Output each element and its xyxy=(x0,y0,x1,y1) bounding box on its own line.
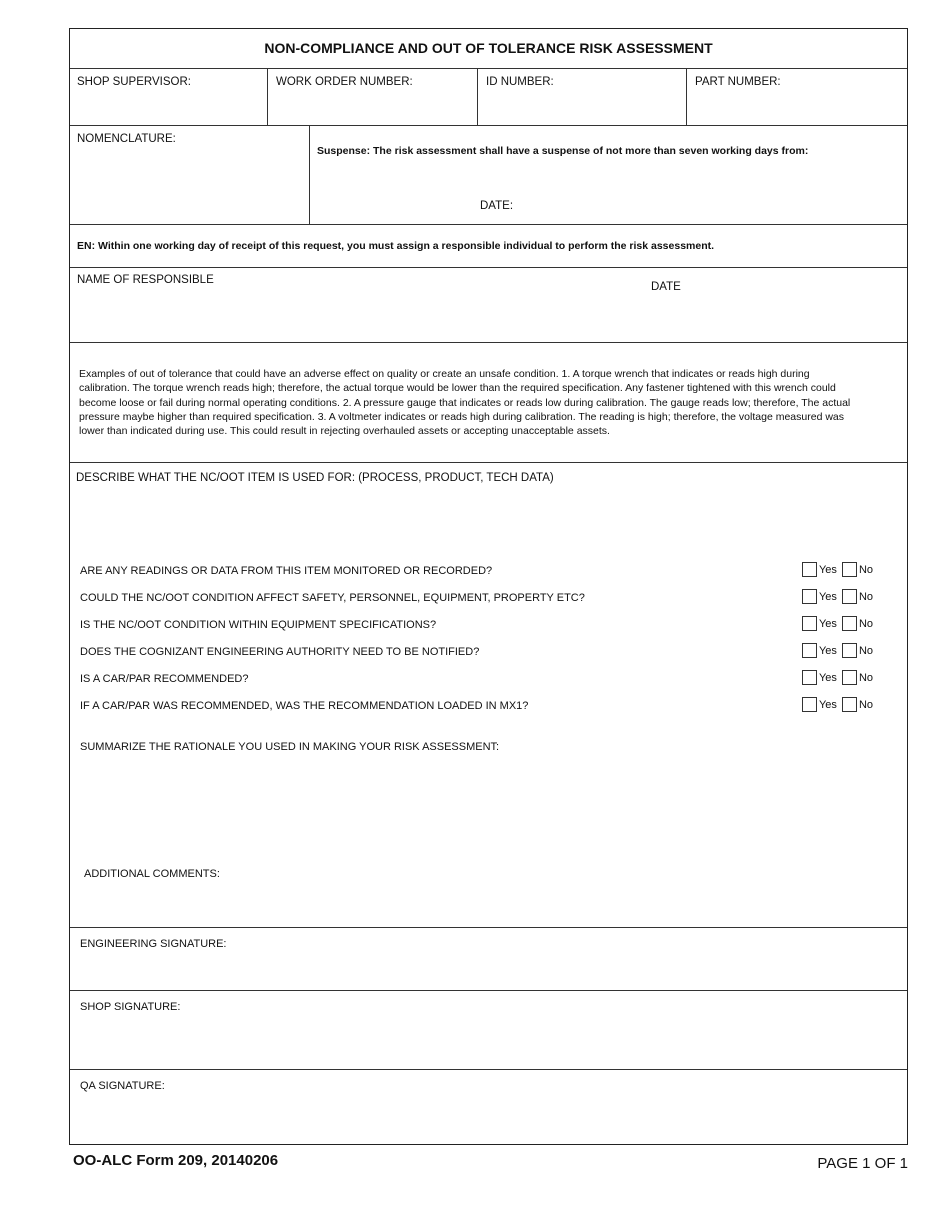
yes-no-within-specifications xyxy=(802,616,878,631)
en-notice: EN: Within one working day of receipt of this request, you must assign a responsible individual to perform the risk assessment. xyxy=(77,240,715,252)
suspense-date-field[interactable]: DATE: xyxy=(480,200,514,212)
divider xyxy=(267,68,268,125)
qa-signature-field[interactable]: QA SIGNATURE: xyxy=(80,1080,165,1092)
divider xyxy=(686,68,687,125)
question-loaded-in-mx1: IF A CAR/PAR WAS RECOMMENDED, WAS THE RECOMMENDATION LOADED IN MX1? xyxy=(80,700,529,712)
yes-label: Yes xyxy=(818,563,837,576)
no-checkbox[interactable] xyxy=(842,697,857,712)
responsible-date-field[interactable]: DATE xyxy=(651,281,681,293)
divider xyxy=(70,927,907,928)
yes-no-readings-recorded xyxy=(802,562,878,577)
yes-no-affect-safety xyxy=(802,589,878,604)
suspense-text: Suspense: The risk assessment shall have a suspense of not more than seven working days from: xyxy=(317,145,809,157)
yes-checkbox[interactable] xyxy=(802,697,817,712)
no-checkbox[interactable] xyxy=(842,670,857,685)
question-affect-safety: COULD THE NC/OOT CONDITION AFFECT SAFETY, PERSONNEL, EQUIPMENT, PROPERTY ETC? xyxy=(80,592,585,604)
question-within-specifications: IS THE NC/OOT CONDITION WITHIN EQUIPMENT SPECIFICATIONS? xyxy=(80,619,437,631)
yes-checkbox[interactable] xyxy=(802,589,817,604)
divider xyxy=(477,68,478,125)
yes-no-loaded-in-mx1 xyxy=(802,697,878,712)
describe-usage-field[interactable]: DESCRIBE WHAT THE NC/OOT ITEM IS USED FOR: (PROCESS, PRODUCT, TECH DATA) xyxy=(76,472,554,484)
no-checkbox[interactable] xyxy=(842,616,857,631)
no-label: No xyxy=(858,644,873,657)
shop-supervisor-field[interactable]: SHOP SUPERVISOR: xyxy=(77,76,191,88)
divider xyxy=(70,267,907,268)
question-readings-recorded: ARE ANY READINGS OR DATA FROM THIS ITEM MONITORED OR RECORDED? xyxy=(80,565,493,577)
yes-label: Yes xyxy=(818,617,837,630)
page-number: PAGE 1 OF 1 xyxy=(817,1155,908,1172)
additional-comments-field[interactable]: ADDITIONAL COMMENTS: xyxy=(84,868,220,880)
no-label: No xyxy=(858,563,873,576)
yes-label: Yes xyxy=(818,698,837,711)
no-checkbox[interactable] xyxy=(842,589,857,604)
part-number-field[interactable]: PART NUMBER: xyxy=(695,76,781,88)
no-checkbox[interactable] xyxy=(842,643,857,658)
divider xyxy=(70,462,907,463)
divider xyxy=(70,224,907,225)
name-of-responsible-field[interactable]: NAME OF RESPONSIBLE xyxy=(77,274,214,286)
yes-checkbox[interactable] xyxy=(802,643,817,658)
work-order-number-field[interactable]: WORK ORDER NUMBER: xyxy=(276,76,413,88)
risk-assessment-form xyxy=(69,28,908,1145)
yes-checkbox[interactable] xyxy=(802,562,817,577)
summarize-rationale-field[interactable]: SUMMARIZE THE RATIONALE YOU USED IN MAKING YOUR RISK ASSESSMENT: xyxy=(80,741,500,753)
question-engineering-notified: DOES THE COGNIZANT ENGINEERING AUTHORITY NEED TO BE NOTIFIED? xyxy=(80,646,480,658)
no-label: No xyxy=(858,671,873,684)
examples-paragraph: Examples of out of tolerance that could have an adverse effect on quality or create an unsafe condition. 1. A torque wrench that indicates or reads high during calibration. The torque wrench reads high; therefore, the actual torque would be lower than the required specification. Any fastener tightened with this wrench could become loose or fail during normal operating conditions. 2. A pressure gauge that indicates or reads low during calibration. The gauge reads low; therefore, The actual pressure maybe higher than required specification. 3. A voltmeter indicates or reads high during calibration. The reading is high; therefore, the voltage measured was lower than indicated during use. This could result in rejecting overhauled assets or accepting unacceptable assets. xyxy=(79,368,851,438)
divider xyxy=(70,125,907,126)
yes-no-car-par-recommended xyxy=(802,670,878,685)
yes-label: Yes xyxy=(818,671,837,684)
divider xyxy=(70,990,907,991)
no-label: No xyxy=(858,617,873,630)
form-identifier: OO-ALC Form 209, 20140206 xyxy=(73,1152,279,1169)
yes-checkbox[interactable] xyxy=(802,616,817,631)
divider xyxy=(309,125,310,224)
no-label: No xyxy=(858,698,873,711)
no-label: No xyxy=(858,590,873,603)
shop-signature-field[interactable]: SHOP SIGNATURE: xyxy=(80,1001,181,1013)
form-title: NON-COMPLIANCE AND OUT OF TOLERANCE RISK ASSESSMENT xyxy=(264,40,713,56)
divider xyxy=(70,68,907,69)
yes-no-engineering-notified xyxy=(802,643,878,658)
question-car-par-recommended: IS A CAR/PAR RECOMMENDED? xyxy=(80,673,249,685)
yes-label: Yes xyxy=(818,644,837,657)
divider xyxy=(70,342,907,343)
no-checkbox[interactable] xyxy=(842,562,857,577)
id-number-field[interactable]: ID NUMBER: xyxy=(486,76,554,88)
nomenclature-field[interactable]: NOMENCLATURE: xyxy=(77,133,176,145)
engineering-signature-field[interactable]: ENGINEERING SIGNATURE: xyxy=(80,938,227,950)
divider xyxy=(70,1069,907,1070)
yes-label: Yes xyxy=(818,590,837,603)
yes-checkbox[interactable] xyxy=(802,670,817,685)
